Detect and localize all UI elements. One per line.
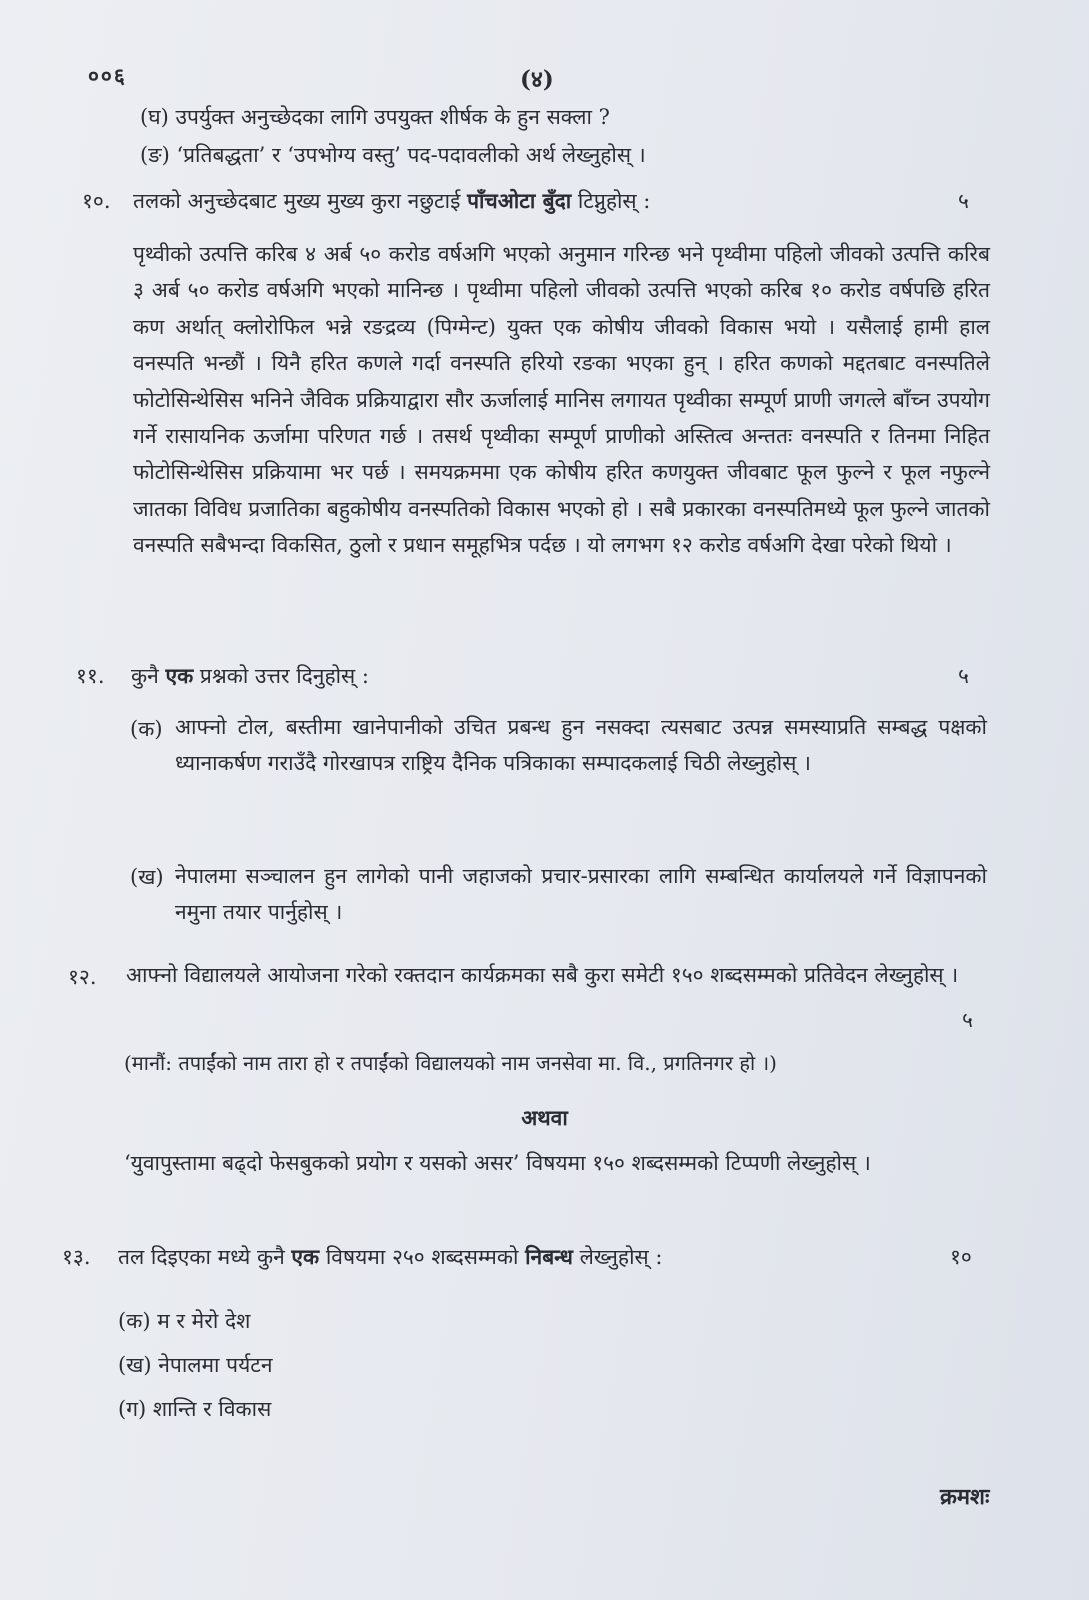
question-10-passage: पृथ्वीको उत्पत्ति करिब ४ अर्ब ५० करोड वर्षअगि भएको अनुमान गरिन्छ भने पृथ्वीमा पहिलो जीवको उत्पत्ति करिब ३ अर्ब ५० करोड वर्षअगि भएको मानिन्छ । पृथ्वीमा पहिलो जीवको उत्पत्ति भएको करिब १० करोड वर्षपछि हरित कण अर्थात् क्लोरोफिल भन्ने रङद्रव्य (पिग्मेन्ट) युक्त एक कोषीय जीवको विकास भयो । यसैलाई हामी हाल वनस्पति भन्छौं । यिनै हरित कणले गर्दा वनस्पति हरियो रङका भएका हुन् । हरित कणको मद्दतबाट वनस्पतिले फोटोसिन्थेसिस भनिने जैविक प्रक्रियाद्वारा सौर ऊर्जालाई मानिस लगायत पृथ्वीका सम्पूर्ण प्राणी जगत्ले बाँच्न उपयोग गर्ने रासायनिक ऊर्जामा परिणत गर्छ । तसर्थ पृथ्वीका सम्पूर्ण प्राणीको अस्तित्व अन्ततः वनस्पति र तिनमा निहित फोटोसिन्थेसिस प्रक्रियामा भर पर्छ । समयक्रममा एक कोषीय हरित कणयुक्त जीवबाट फूल फुल्ने र फूल नफुल्ने जातका विविध प्रजातिका बहुकोषीय वनस्पतिको विकास भएको हो । सबै प्रकारका वनस्पतिमध्ये फूल फुल्ने जातको वनस्पति सबैभन्दा विकसित, ठुलो र प्रधान समूहभित्र पर्दछ । यो लगभग १२ करोड वर्षअगि देखा परेको थियो ।: [133, 242, 990, 558]
essay-option: (ग) शान्ति र विकास: [118, 1397, 272, 1421]
bold-five-points: पाँचओटा बुँदा: [467, 188, 572, 213]
question-10-number: १०.: [82, 189, 111, 213]
question-12-number: १२.: [68, 965, 97, 989]
question-12-note: (मानौं: तपाईंको नाम तारा हो र तपाईंको विद्यालयको नाम जनसेवा मा. वि., प्रगतिनगर हो ।): [124, 1051, 777, 1075]
question-12-alternative: ‘युवापुस्तामा बढ्दो फेसबुकको प्रयोग र यसको असर’ विषयमा १५० शब्दसम्मको टिप्पणी लेख्नुहोस् ।: [124, 1151, 871, 1175]
question-9-nga: (ङ) ‘प्रतिबद्धता’ र ‘उपभोग्य वस्तु’ पद-पदावलीको अर्थ लेख्नुहोस् ।: [140, 143, 646, 167]
question-11-kha-label: (ख): [130, 865, 164, 889]
question-13-marks: १०: [950, 1245, 972, 1269]
question-12-text: आफ्नो विद्यालयले आयोजना गरेको रक्तदान कार्यक्रमका सबै कुरा समेटी १५० शब्दसम्मको प्रतिवेदन लेख्नुहोस् ।: [126, 963, 959, 987]
question-11-prompt: कुनै एक प्रश्नको उत्तर दिनुहोस् :: [131, 663, 369, 688]
question-9-gha: (घ) उपर्युक्त अनुच्छेदका लागि उपयुक्त शीर्षक के हुन सक्ला ?: [140, 105, 610, 129]
question-10-prompt: तलको अनुच्छेदबाट मुख्य मुख्य कुरा नछुटाई पाँचओटा बुँदा टिप्नुहोस् :: [133, 188, 651, 213]
question-11-kha-text: नेपालमा सञ्चालन हुन लागेको पानी जहाजको प्रचार-प्रसारका लागि सम्बन्धित कार्यालयले गर्ने विज्ञापनको नमुना तयार पार्नुहोस् ।: [175, 864, 987, 925]
essay-option: (क) म र मेरो देश: [118, 1309, 251, 1333]
or-heading: अथवा: [521, 1105, 568, 1130]
question-11-number: ११.: [76, 664, 105, 688]
question-11-marks: ५: [958, 664, 969, 688]
question-10-marks: ५: [958, 189, 969, 213]
question-13-number: १३.: [62, 1245, 91, 1269]
question-11-ka-label: (क): [130, 717, 163, 741]
paper-code: ००६: [88, 63, 127, 88]
question-13-prompt: तल दिइएका मध्ये कुनै एक विषयमा २५० शब्दसम्मको निबन्ध लेख्नुहोस् :: [118, 1244, 663, 1269]
continued-label: क्रमशः: [940, 1484, 990, 1510]
essay-option: (ख) नेपालमा पर्यटन: [118, 1353, 273, 1377]
question-11-ka-text: आफ्नो टोल, बस्तीमा खानेपानीको उचित प्रबन्ध हुन नसक्दा त्यसबाट उत्पन्न समस्याप्रति सम्बद्ध पक्षको ध्यानाकर्षण गराउँदै गोरखापत्र राष्ट्रिय दैनिक पत्रिकाका सम्पादकलाई चिठी लेख्नुहोस् ।: [175, 715, 987, 776]
question-12-marks: ५: [962, 1008, 973, 1032]
page-number: (४): [520, 66, 554, 93]
